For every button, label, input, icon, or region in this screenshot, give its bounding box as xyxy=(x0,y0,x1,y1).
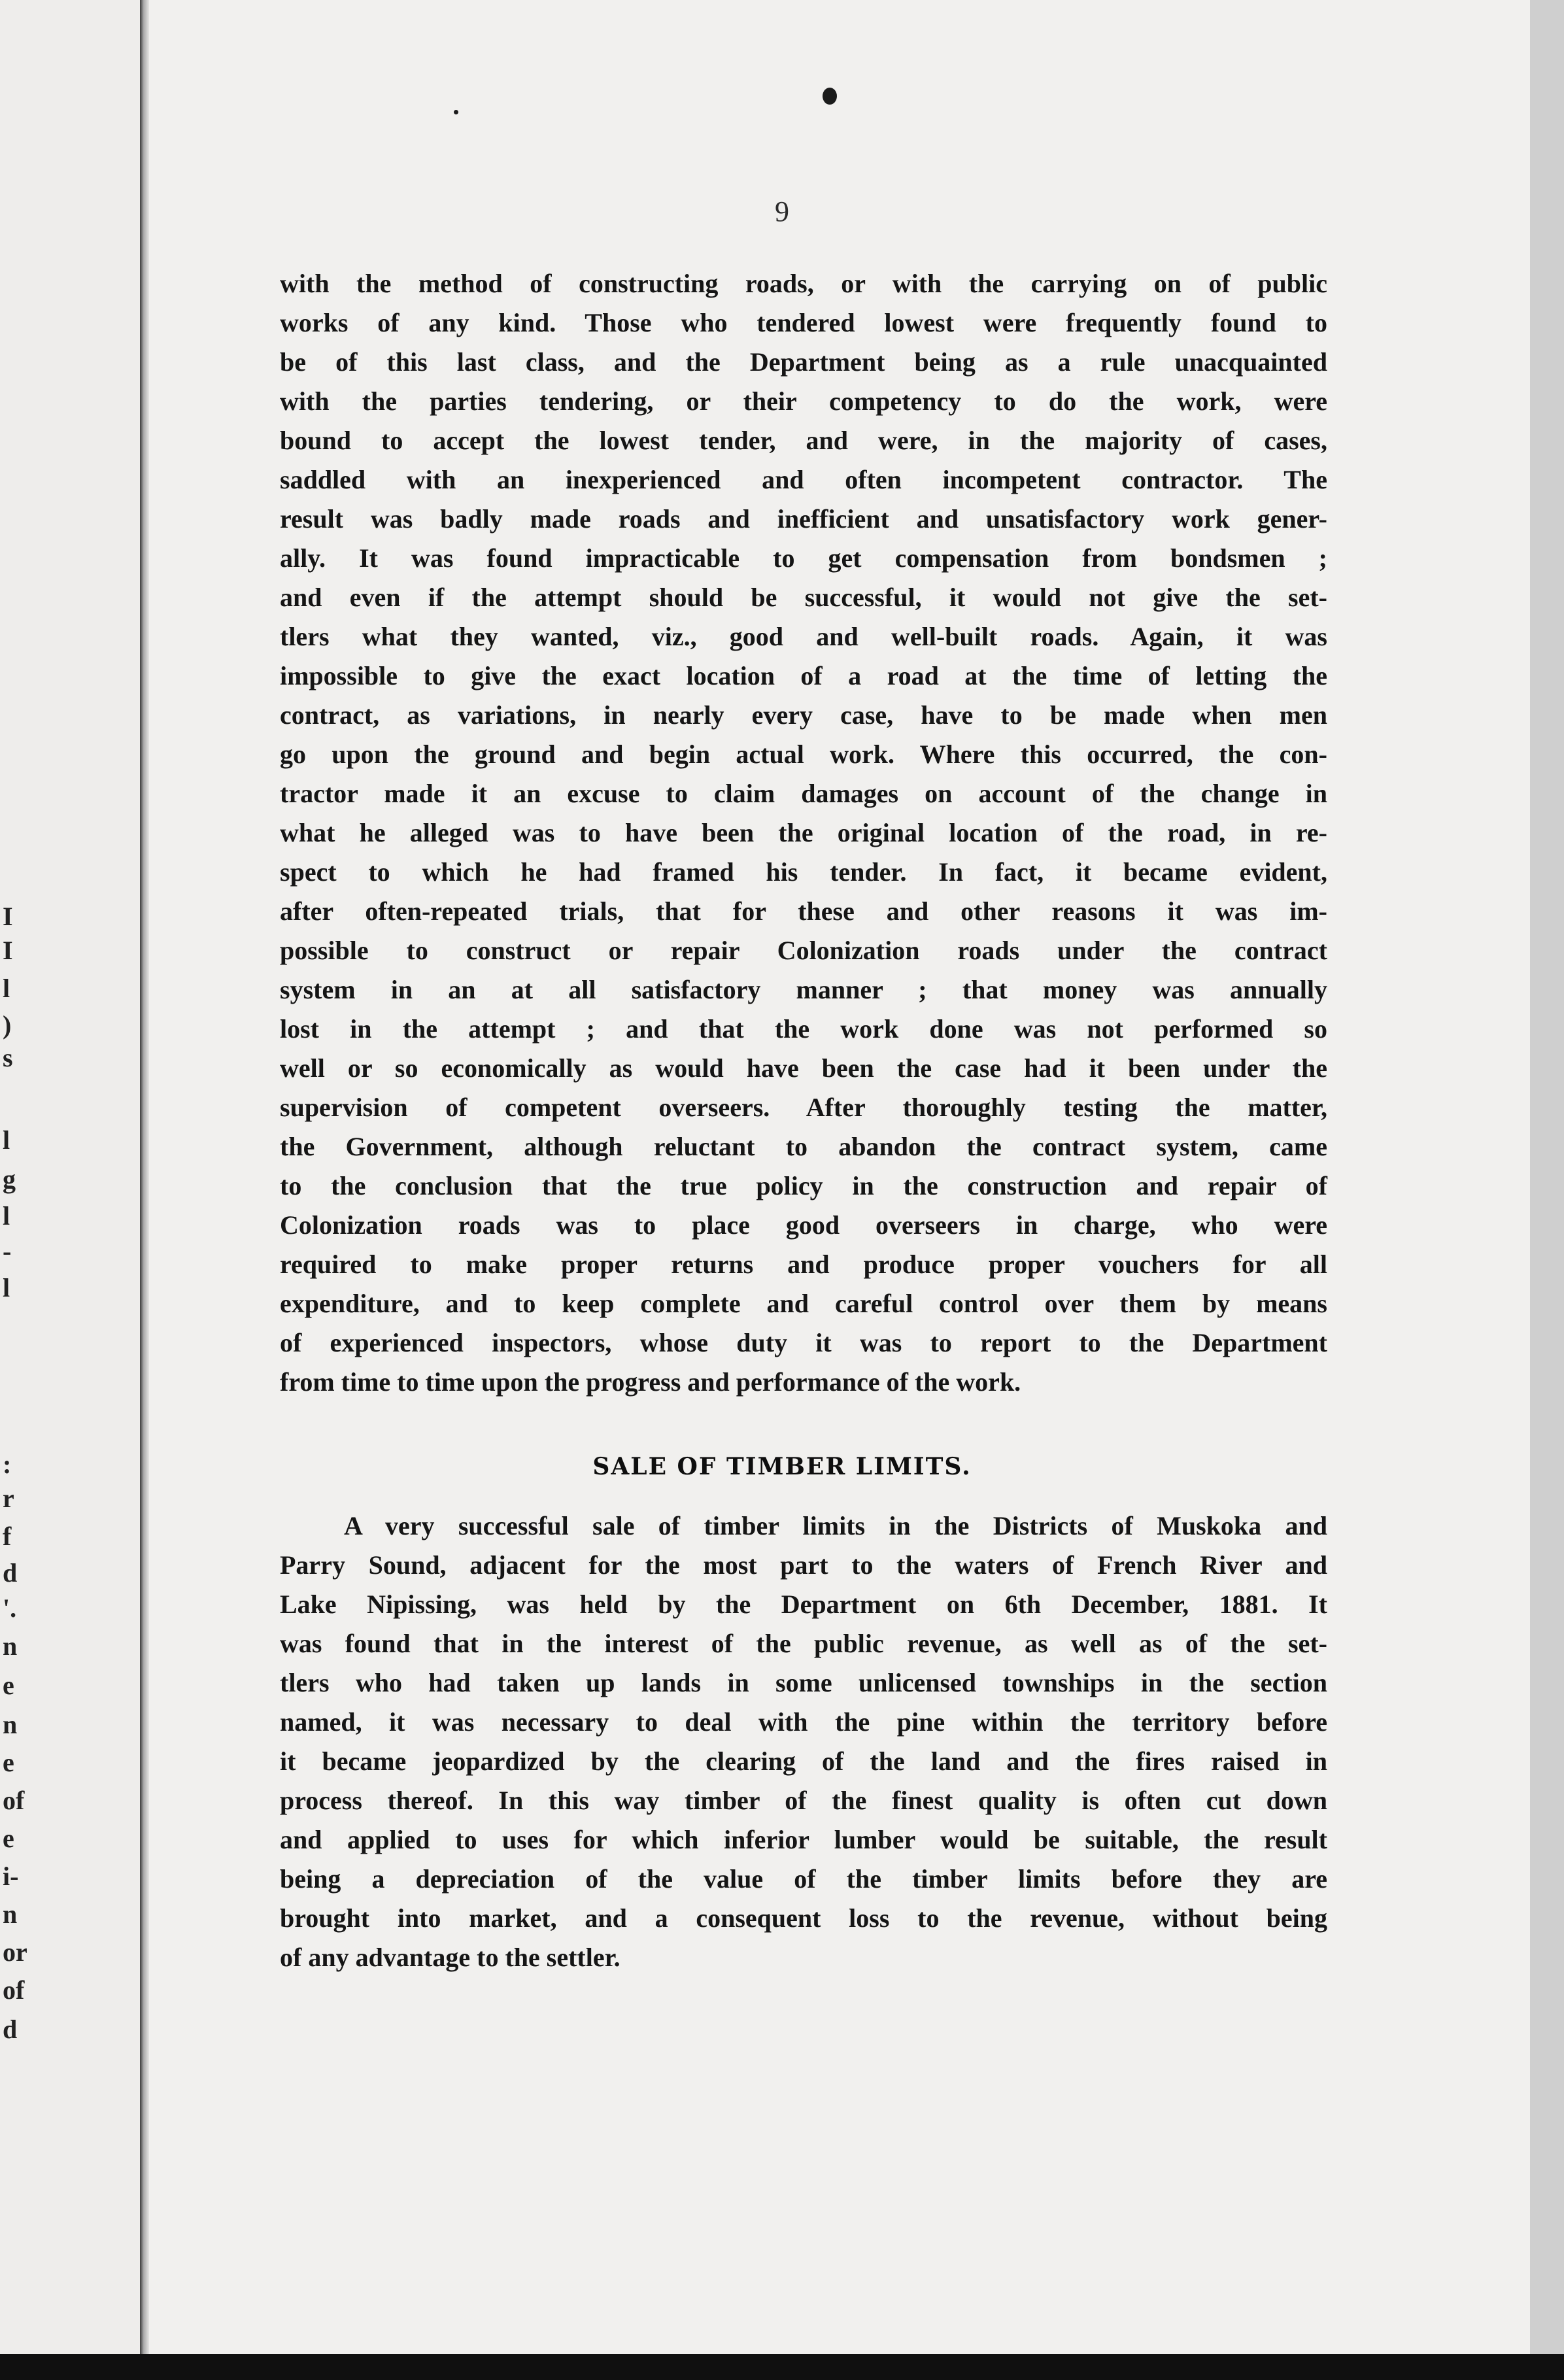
text-line: ally. It was found impracticable to get compensation from bondsmen ; xyxy=(280,543,1327,573)
margin-char: s xyxy=(3,1043,13,1072)
text-line: impossible to give the exact location of a road at the time of letting the xyxy=(280,661,1327,690)
margin-char: e xyxy=(3,1671,14,1700)
margin-char: '. xyxy=(3,1593,17,1623)
text-line: Colonization roads was to place good overseers in charge, who were xyxy=(280,1210,1327,1240)
text-line: go upon the ground and begin actual work. Where this occurred, the con- xyxy=(280,740,1327,769)
text-line: with the method of constructing roads, or with the carrying on of public xyxy=(280,269,1327,298)
page-number: 9 xyxy=(775,196,789,228)
margin-char: l xyxy=(3,974,10,1003)
text-line: result was badly made roads and inefficient and unsatisfactory work gener- xyxy=(280,504,1327,534)
margin-char: of xyxy=(3,1975,25,2005)
text-line: possible to construct or repair Colonization roads under the contract xyxy=(280,936,1327,965)
margin-char: n xyxy=(3,1631,18,1661)
facing-page-fragments xyxy=(0,0,26,2354)
text-line: named, it was necessary to deal with the pine within the territory before xyxy=(280,1707,1327,1737)
text-line: Parry Sound, adjacent for the most part to the waters of French River and xyxy=(280,1550,1327,1580)
text-line: and even if the attempt should be successful, it would not give the set- xyxy=(280,583,1327,612)
text-line: of experienced inspectors, whose duty it was to report to the Department xyxy=(280,1328,1327,1357)
margin-char: - xyxy=(3,1236,12,1266)
text-line: be of this last class, and the Department being as a rule unacquainted xyxy=(280,347,1327,377)
text-line: spect to which he had framed his tender. In fact, it became evident, xyxy=(280,857,1327,887)
text-line: was found that in the interest of the public revenue, as well as of the set- xyxy=(280,1629,1327,1658)
text-line: it became jeopardized by the clearing of the land and the fires raised in xyxy=(280,1746,1327,1776)
paragraph-timber-sale xyxy=(280,1506,1327,1977)
text-line: process thereof. In this way timber of the finest quality is often cut down xyxy=(280,1786,1327,1815)
margin-char: n xyxy=(3,1710,18,1739)
margin-char: n xyxy=(3,1899,18,1929)
margin-char: r xyxy=(3,1484,14,1513)
margin-char: I xyxy=(3,936,13,965)
text-line: well or so economically as would have been the case had it been under the xyxy=(280,1053,1327,1083)
text-line: what he alleged was to have been the original location of the road, in re- xyxy=(280,818,1327,847)
ink-speck xyxy=(454,110,458,114)
text-line: brought into market, and a consequent loss to the revenue, without being xyxy=(280,1903,1327,1933)
text-line: tractor made it an excuse to claim damages on account of the change in xyxy=(280,779,1327,808)
text-line: A very successful sale of timber limits in the Districts of Muskoka and xyxy=(344,1511,1327,1540)
text-line: and applied to uses for which inferior lumber would be suitable, the result xyxy=(280,1825,1327,1854)
paragraph-roads xyxy=(280,264,1327,1402)
margin-char: l xyxy=(3,1125,10,1155)
margin-char: i- xyxy=(3,1862,19,1891)
text-line: tlers what they wanted, viz., good and well-built roads. Again, it was xyxy=(280,622,1327,651)
text-line: system in an at all satisfactory manner ; that money was annually xyxy=(280,975,1327,1004)
text-line: tlers who had taken up lands in some unlicensed townships in the section xyxy=(280,1668,1327,1697)
text-line: the Government, although reluctant to abandon the contract system, came xyxy=(280,1132,1327,1161)
margin-char: l xyxy=(3,1201,10,1231)
margin-char: ) xyxy=(3,1010,12,1040)
margin-char: d xyxy=(3,1558,18,1588)
text-line: saddled with an inexperienced and often incompetent contractor. The xyxy=(280,465,1327,494)
text-line: with the parties tendering, or their competency to do the work, were xyxy=(280,386,1327,416)
margin-char: or xyxy=(3,1937,27,1967)
margin-char: e xyxy=(3,1824,14,1853)
margin-char: I xyxy=(3,902,13,931)
text-line: bound to accept the lowest tender, and were, in the majority of cases, xyxy=(280,426,1327,455)
text-line: works of any kind. Those who tendered lowest were frequently found to xyxy=(280,308,1327,337)
binding-gutter xyxy=(140,0,149,2354)
section-heading: SALE OF TIMBER LIMITS. xyxy=(592,1453,972,1480)
text-line: expenditure, and to keep complete and careful control over them by means xyxy=(280,1289,1327,1318)
text-line: being a depreciation of the value of the timber limits before they are xyxy=(280,1864,1327,1894)
text-line: lost in the attempt ; and that the work done was not performed so xyxy=(280,1014,1327,1044)
text-line: Lake Nipissing, was held by the Department on 6th December, 1881. It xyxy=(280,1590,1327,1619)
text-line: required to make proper returns and produce proper vouchers for all xyxy=(280,1250,1327,1279)
margin-char: g xyxy=(3,1164,16,1194)
text-line: of any advantage to the settler. xyxy=(280,1943,620,1972)
margin-char: e xyxy=(3,1748,14,1777)
text-line: contract, as variations, in nearly every case, have to be made when men xyxy=(280,700,1327,730)
margin-char: f xyxy=(3,1522,12,1551)
text-line: from time to time upon the progress and performance of the work. xyxy=(280,1367,1021,1397)
text-line: to the conclusion that the true policy in the construction and repair of xyxy=(280,1171,1327,1200)
text-line: supervision of competent overseers. After thoroughly testing the matter, xyxy=(280,1093,1327,1122)
margin-char: : xyxy=(3,1450,12,1479)
margin-char: l xyxy=(3,1273,10,1302)
scan-bottom-border xyxy=(0,2354,1564,2380)
margin-char: d xyxy=(3,2014,18,2044)
ink-dot xyxy=(823,88,837,105)
margin-char: of xyxy=(3,1786,25,1815)
scan-right-border xyxy=(1530,0,1564,2380)
text-line: after often-repeated trials, that for these and other reasons it was im- xyxy=(280,896,1327,926)
